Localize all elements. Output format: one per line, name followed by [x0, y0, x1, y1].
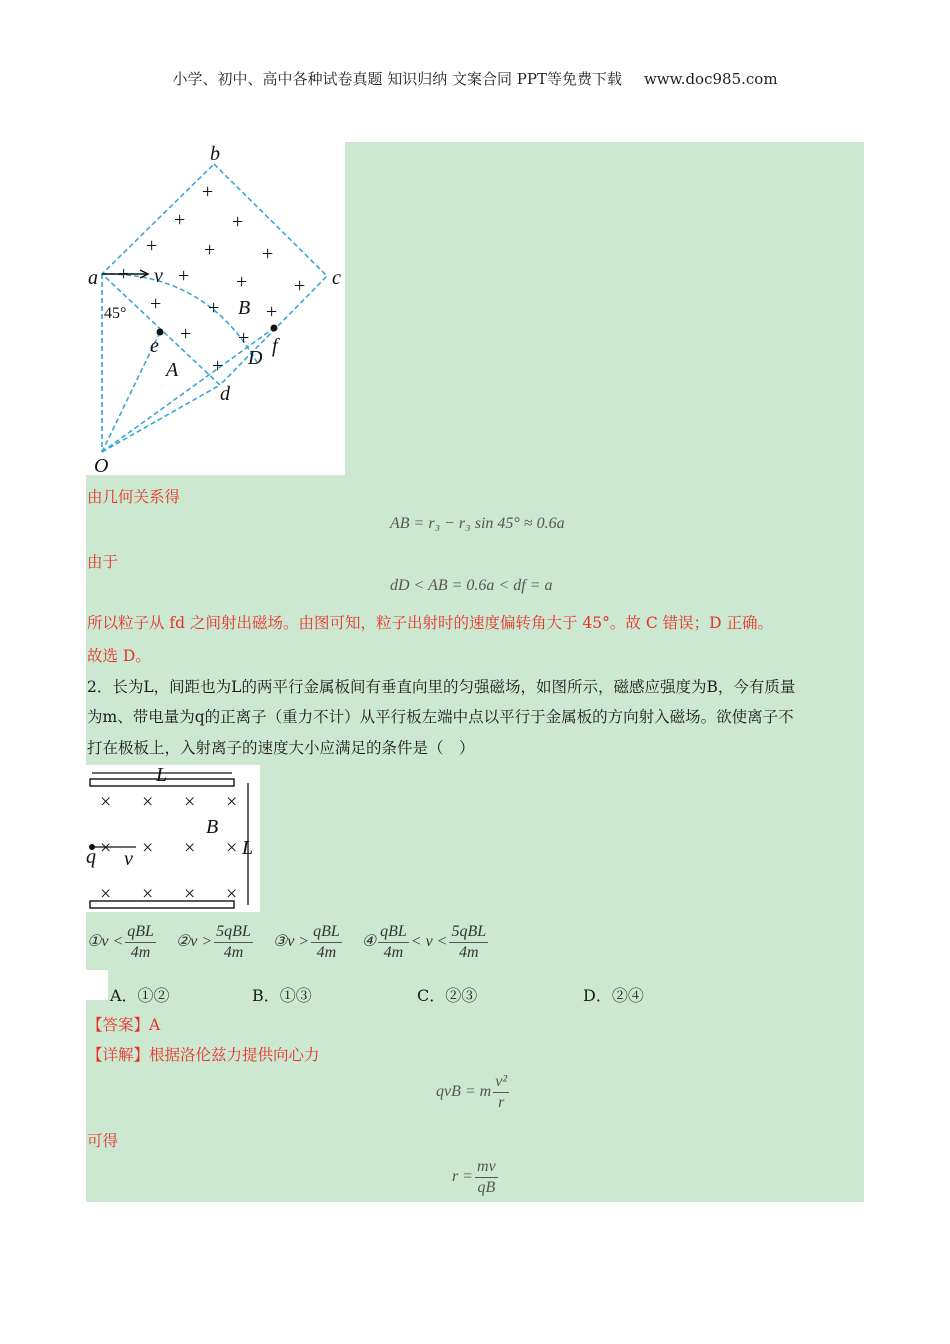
question-text: 打在极板上，入射离子的速度大小应满足的条件是（ ）: [87, 739, 475, 757]
svg-text:×: ×: [226, 837, 238, 859]
label-v: v: [154, 265, 163, 287]
denominator: 4m: [459, 944, 479, 961]
inequality: < v <: [410, 933, 448, 951]
label-D: D: [248, 347, 263, 369]
magnetic-field-square-diagram: [86, 142, 345, 475]
eq-left: qvB = m: [436, 1083, 492, 1101]
svg-text:×: ×: [226, 883, 238, 905]
header-url[interactable]: www.doc985.com: [643, 70, 778, 88]
numerator: 5qBL: [214, 922, 253, 943]
svg-text:+: +: [294, 275, 306, 297]
denominator: qB: [477, 1179, 496, 1196]
label-v: v: [124, 848, 133, 870]
svg-text:×: ×: [184, 791, 196, 813]
svg-text:+: +: [212, 355, 224, 377]
svg-text:+: +: [232, 211, 244, 233]
denominator: 4m: [130, 944, 151, 961]
svg-text:×: ×: [100, 837, 112, 859]
svg-text:×: ×: [184, 883, 196, 905]
svg-text:×: ×: [142, 883, 154, 905]
denominator: 4m: [223, 944, 244, 961]
equation-lorentz: [436, 1072, 511, 1113]
solution-conclusion: 故选 D。: [87, 647, 151, 665]
option-c[interactable]: C．②③: [417, 986, 478, 1005]
svg-text:+: +: [238, 327, 250, 349]
svg-text:+: +: [262, 243, 274, 265]
solution-text: 由几何关系得: [87, 488, 181, 506]
denominator: 4m: [383, 944, 404, 961]
label-L-side: L: [242, 837, 254, 859]
conditions-row: [87, 922, 490, 963]
svg-text:+: +: [204, 239, 216, 261]
solution-text: 由于: [87, 553, 119, 571]
equation-inequality: dD < AB = 0.6a < df = a: [390, 577, 553, 594]
answer-label: 【答案】A: [87, 1016, 161, 1034]
answer-text: 可得: [87, 1132, 119, 1150]
svg-text:×: ×: [184, 837, 196, 859]
svg-text:+: +: [178, 265, 190, 287]
option-a[interactable]: A．①②: [110, 986, 170, 1005]
eq-left: r =: [452, 1168, 474, 1186]
svg-text:+: +: [174, 209, 186, 231]
option-d[interactable]: D．②④: [583, 986, 644, 1005]
question-text: 为m、带电量为q的正离子（重力不计）从平行板左端中点以平行于金属板的方向射入磁场。欲使离子不: [87, 708, 794, 726]
equation-ab: AB = r₃ − r₃ sin 45° ≈ 0.6a: [390, 515, 565, 532]
numerator: qBL: [311, 922, 342, 943]
label-c: c: [332, 267, 341, 289]
label-a: a: [88, 267, 98, 289]
denominator: 4m: [316, 944, 337, 961]
condition-1: ①v <: [87, 933, 124, 951]
page-header: [0, 68, 950, 89]
svg-text:+: +: [180, 323, 192, 345]
svg-text:+: +: [266, 301, 278, 323]
equation-radius: [452, 1157, 500, 1198]
svg-text:+: +: [202, 181, 214, 203]
label-B: B: [238, 297, 251, 319]
svg-text:×: ×: [142, 791, 154, 813]
svg-text:+: +: [150, 293, 162, 315]
answer-detail: 【详解】根据洛伦兹力提供向心力: [87, 1046, 320, 1064]
svg-text:+: +: [208, 297, 220, 319]
label-d: d: [220, 383, 230, 405]
label-B: B: [206, 816, 219, 838]
option-b[interactable]: B．①③: [252, 986, 312, 1005]
svg-text:×: ×: [142, 837, 154, 859]
denominator: r: [498, 1094, 505, 1111]
svg-text:×: ×: [226, 791, 238, 813]
label-L-top: L: [156, 765, 168, 786]
numerator: qBL: [378, 922, 409, 943]
numerator: v²: [493, 1072, 509, 1093]
white-patch: [86, 970, 108, 1000]
solution-text: 所以粒子从 fd 之间射出磁场。由图可知，粒子出射时的速度偏转角大于 45°。故 C 错误；D 正确。: [87, 614, 773, 632]
label-A: A: [166, 359, 179, 381]
condition-4: ④: [361, 933, 377, 951]
label-O: O: [94, 455, 109, 475]
svg-text:+: +: [236, 271, 248, 293]
label-f: f: [272, 335, 278, 357]
svg-text:×: ×: [100, 883, 112, 905]
svg-text:×: ×: [100, 791, 112, 813]
label-angle: 45°: [104, 305, 127, 322]
numerator: mv: [475, 1157, 498, 1178]
condition-2: ②v >: [175, 933, 213, 951]
condition-3: ③v >: [272, 933, 310, 951]
header-text: 小学、初中、高中各种试卷真题 知识归纳 文案合同 PPT等免费下载: [172, 70, 622, 88]
label-b: b: [210, 143, 220, 165]
parallel-plates-diagram: [86, 765, 260, 912]
numerator: qBL: [125, 922, 156, 943]
question-text: 2．长为L，间距也为L的两平行金属板间有垂直向里的匀强磁场，如图所示，磁感应强度为B，今有质量: [87, 678, 796, 696]
svg-text:+: +: [146, 235, 158, 257]
label-q: q: [86, 846, 96, 868]
numerator: 5qBL: [449, 922, 488, 943]
svg-text:+: +: [118, 263, 130, 285]
label-e: e: [150, 335, 159, 357]
